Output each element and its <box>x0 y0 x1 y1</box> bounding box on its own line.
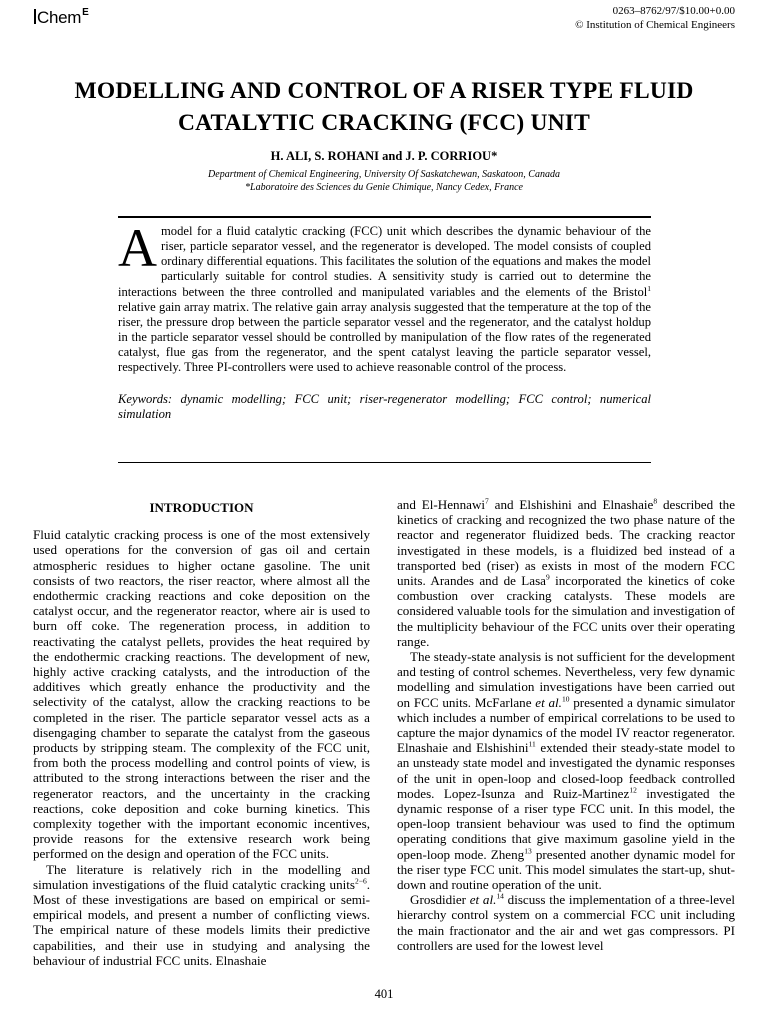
affiliations <box>0 169 768 194</box>
abstract-part-2: relative gain array matrix. The relative gain array analysis suggested that the temperature at the top of the riser, the pressure drop between the particle separator vessel and the regenerator, and the catalyst holdup in the particle separator vessel should be controlled by manipulation of the flow rates of the regenerated catalyst, flue gas from the regenerator, and the spent catalyst leaving the particle separator vessel, respectively. Three PI-controllers were used to achieve reasonable control of the process. <box>118 299 651 375</box>
paragraph-text: Grosdidier <box>410 892 470 908</box>
paragraph-text: and Elshishini and Elnashaie <box>488 497 654 512</box>
citation: 9 <box>546 572 550 582</box>
paragraph-text: The steady-state analysis is not sufficient for the development and testing of control schemes. Nevertheless, very few dynamic modelling and simulation investigations have been carried out on FCC units. McFarlane <box>397 649 735 710</box>
citation: 2−6 <box>354 876 367 886</box>
citation: 7 <box>485 496 489 506</box>
abstract-dropcap: A <box>118 218 157 278</box>
citation: 12 <box>629 785 637 795</box>
paragraph-text: extended their steady-state model to an unsteady state model and investigated the dynamic responses of the unit in open-loop and closed-loop feedback controlled modes. Lopez-Isunza and Ruiz-Martinez <box>397 740 735 801</box>
paragraph-text: incorporated the kinetics of coke combustion over cracking catalysts. These models are considered valuable tools for the simulation and investigation of the multiplicity behaviour of the FCC units over their operating range. <box>397 573 735 649</box>
citation: 13 <box>524 846 532 856</box>
citation: 14 <box>496 891 504 901</box>
paper-title <box>20 75 748 139</box>
paragraph <box>397 497 735 649</box>
ichem-logo <box>34 7 89 28</box>
citation: 8 <box>653 496 658 506</box>
et-al: et al. <box>469 892 497 908</box>
paragraph: Fluid catalytic cracking process is one of the most extensively used operations for the conversion of gas oil and certain atmospheric residues to higher octane gasoline. The unit consists of two reactors, the riser reactor, where almost all the endothermic cracking reactions and coke deposition on the catalyst occur, and the regenerator reactor, where air is used to burn off coke. The regeneration process, in addition to reactivating the catalyst pellets, provides the heat required by the endothermic cracking reactions. The development of new, highly active cracking catalysts, and the introduction of the additives which greatly enhance the productivity and the selectivity of the catalyst, allow the cracking reactions to be completed in the riser. The particle separator vessel acts as a disengaging chamber to separate the catalyst from the gaseous products by stripping steam. The complexity of the FCC unit, from both the process modelling and control points of view, is attributed to the strong interactions between the riser and the regenerator reactors, and the uncertainty in the cracking reactions, coke deposition and coke burning kinetics. This complexity together with the important economic incentives, provide reasons for the extensive research work being performed on the design and operation of the FCC units. <box>33 527 370 862</box>
right-column <box>397 497 735 953</box>
citation: 11 <box>528 739 536 749</box>
paragraph-text: presented a dynamic simulator which includes a number of empirical correlations to be used to capture the major dynamics of the model IV reactor regenerator. Elnashaie and Elshishini <box>397 694 735 756</box>
affiliation-1: Department of Chemical Engineering, University Of Saskatchewan, Saskatoon, Canada <box>208 169 560 180</box>
title-line-1: MODELLING AND CONTROL OF A RISER TYPE FLUID <box>74 78 694 104</box>
journal-info <box>575 4 735 32</box>
paragraph-text: presented another dynamic model for the riser type FCC unit. This model simulates the start-up, shut-down and routine operation of the unit. <box>397 846 735 893</box>
logo-text: Chem <box>37 8 82 27</box>
paragraph-text: . Most of these investigations are based on empirical or semi-empirical models, and present a number of conflicting views. The empirical nature of these models limits their predictive capabilities, and their use in studying and analysing the behaviour of industrial FCC units. Elnashaie <box>33 876 370 968</box>
section-heading-introduction: INTRODUCTION <box>149 500 254 515</box>
abstract-text <box>118 218 651 376</box>
copyright-notice: © Institution of Chemical Engineers <box>575 19 735 31</box>
logo-superscript: E <box>82 7 89 18</box>
affiliation-2: *Laboratoire des Sciences du Genie Chimique, Nancy Cedex, France <box>245 181 523 193</box>
page-number: 401 <box>374 987 394 1001</box>
abstract-part-1: model for a fluid catalytic cracking (FCC) unit which describes the dynamic behaviour of the riser, particle separator vessel, and the regenerator is developed. The model consists of coupled ordinary differential equations. This facilitates the solution of the equations and makes the model particularly suitable for control studies. A sensitivity study is carried out to determine the interactions between the three controlled and manipulated variables and the elements of the Bristol <box>118 224 651 299</box>
journal-code: 0263–8762/97/$10.00+0.00 <box>612 5 735 17</box>
paragraph-text: investigated the dynamic response of a riser type FCC unit. In this model, the open-loop transient behaviour was used to find the optimum operating conditions that give maximum gasoline yield in the open-loop mode. Zheng <box>397 785 735 862</box>
author-list: H. ALI, S. ROHANI and J. P. CORRIOU* <box>270 149 498 163</box>
paragraph <box>397 892 735 953</box>
et-al: et al. <box>535 694 562 710</box>
paragraph-text: discuss the implementation of a three-level hierarchy control system on a commercial FCC unit including the main fractionator and the air and wet gas compressors. PI controllers are used for the lowest level <box>397 892 736 953</box>
title-line-2: CATALYTIC CRACKING (FCC) UNIT <box>177 110 591 136</box>
paragraph-text: and El-Hennawi <box>397 497 486 512</box>
paragraph-text: The literature is relatively rich in the modelling and simulation investigations of the fluid catalytic cracking units <box>33 861 370 892</box>
logo-bar <box>34 9 36 24</box>
paragraph-text: described the kinetics of cracking and recognized the two phase nature of the reactor and regenerator fluidized beds. The cracking reactor investigated in these models, is a fluidized bed instead of a transported bed (riser) as exists in most of the modern FCC units. Arandes and de Lasa <box>397 497 736 589</box>
keywords: Keywords: dynamic modelling; FCC unit; riser-regenerator modelling; FCC control; numerical simulation <box>118 391 651 421</box>
citation: 10 <box>561 694 570 704</box>
left-column <box>33 497 370 968</box>
citation-bristol: 1 <box>647 283 651 293</box>
paragraph <box>397 649 735 892</box>
paragraph <box>33 862 370 968</box>
abstract-section <box>118 216 651 463</box>
